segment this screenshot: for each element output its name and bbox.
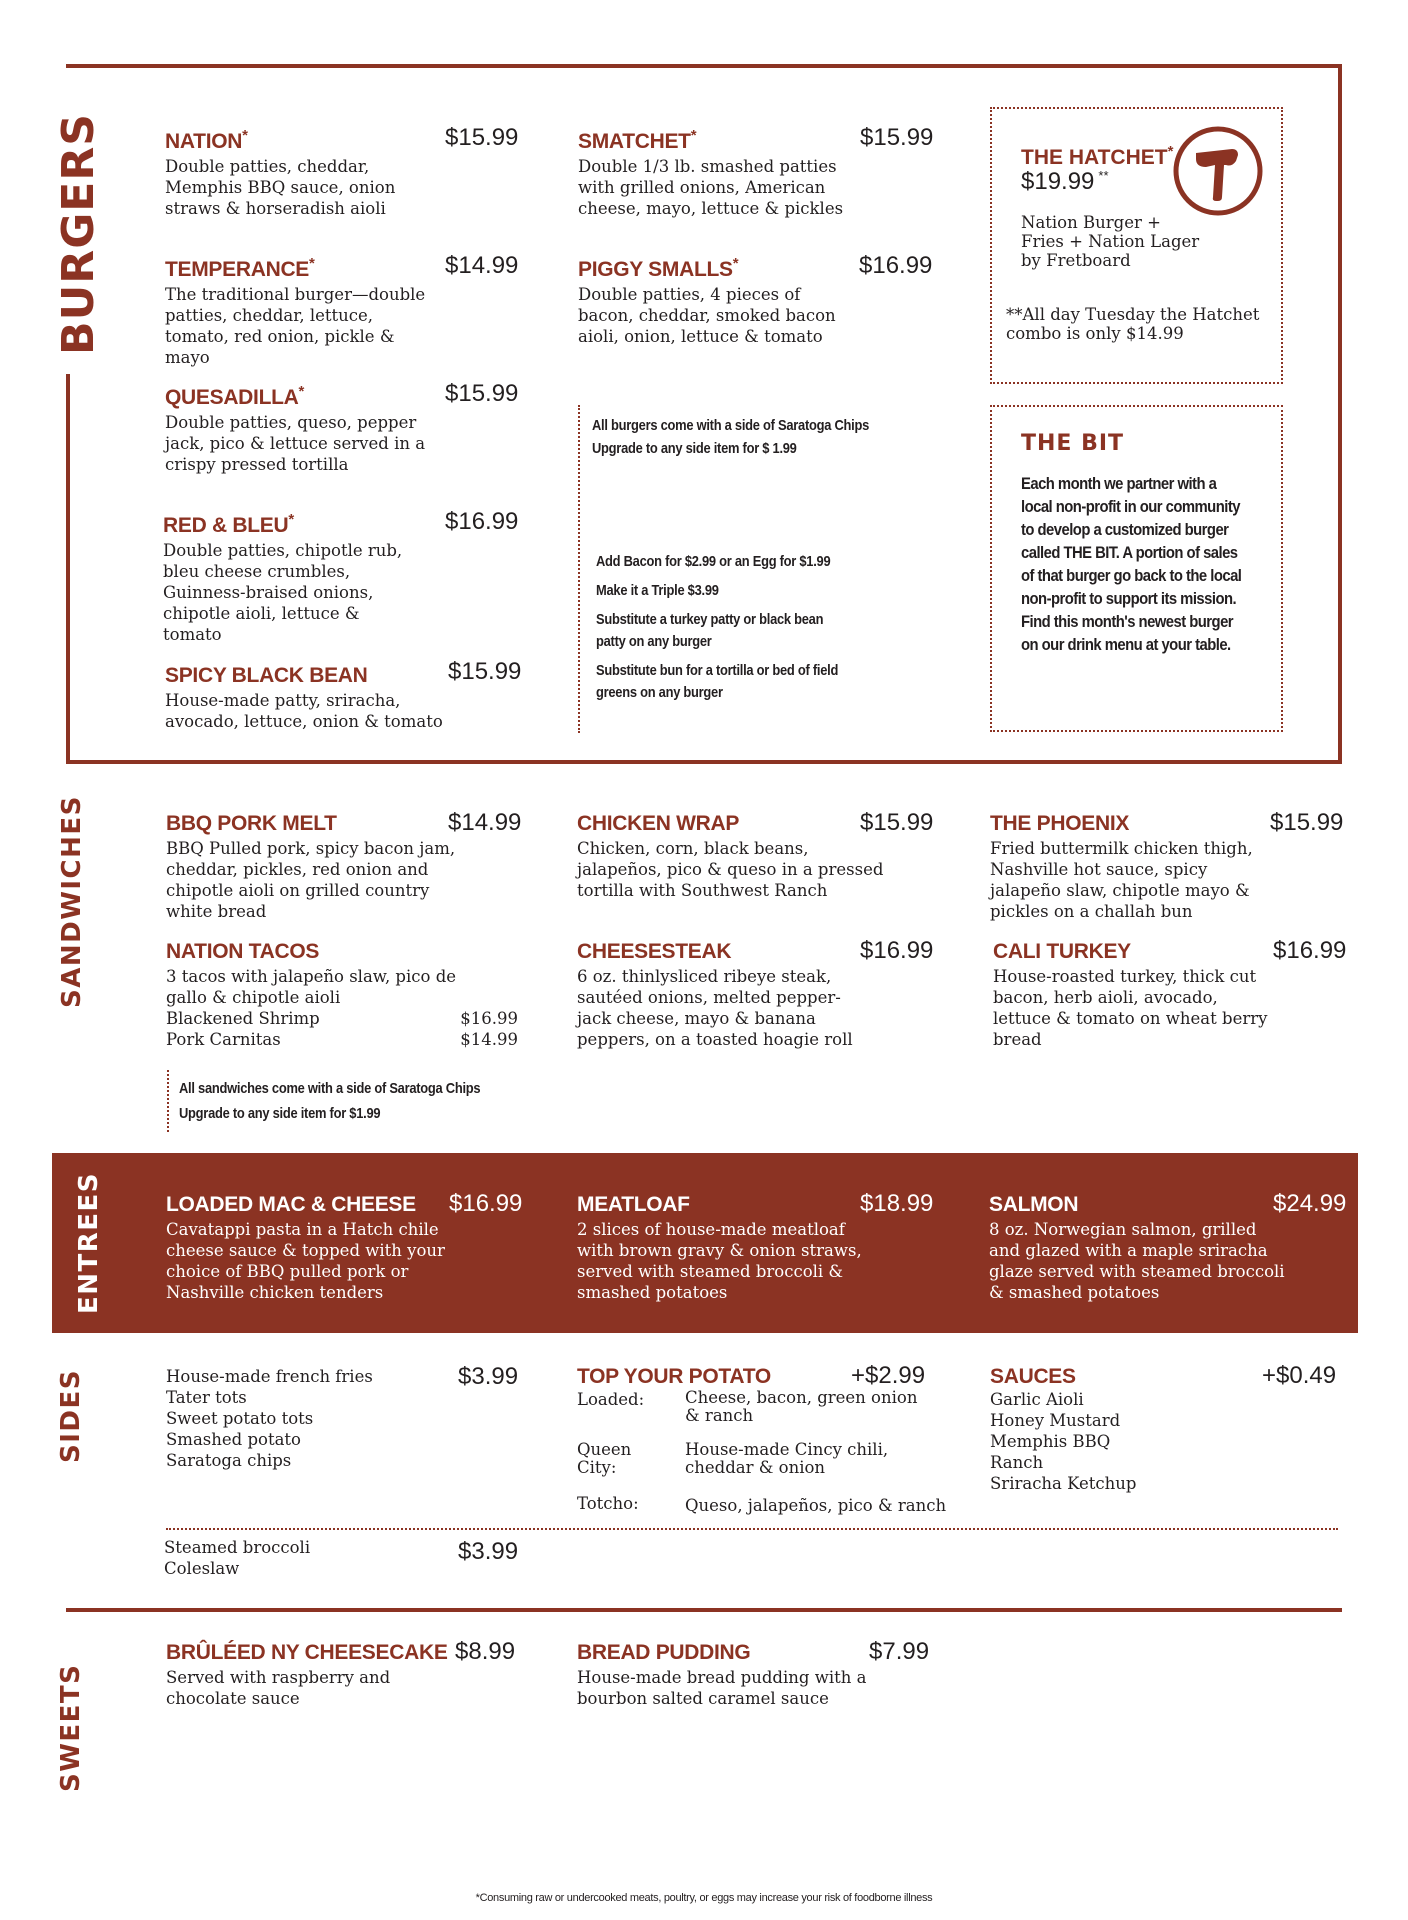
sides-basic: $3.99 House-made french fries Tater tots Sweet potato tots Smashed potato Saratoga chips — [166, 1363, 519, 1470]
burgers-frame-right — [1338, 64, 1342, 764]
hatchet-desc: Nation Burger + Fries + Nation Lager by Fretboard — [1021, 213, 1200, 270]
the-bit-box — [990, 405, 1283, 732]
menu-item-piggy-smalls: PIGGY SMALLS* $16.99 Double patties, 4 pieces of bacon, cheddar, smoked bacon aioli, onion, lettuce & tomato — [578, 252, 933, 346]
sandwiches-side-note: All sandwiches come with a side of Saratoga Chips Upgrade to any side item for $1.99 — [179, 1080, 481, 1122]
menu-item-bbq-pork-melt: BBQ PORK MELT $14.99 BBQ Pulled pork, spicy bacon jam, cheddar, pickles, red onion and chipotle aioli on grilled country white bread — [166, 809, 522, 921]
item-price: $3.99 — [458, 1538, 519, 1565]
item-price: $18.99 — [860, 1190, 934, 1217]
item-price: $16.99 — [1273, 937, 1347, 964]
hatchet-icon — [1172, 125, 1264, 217]
section-label-sweets: SWEETS — [56, 1663, 86, 1792]
item-price: $15.99 — [1270, 809, 1344, 836]
menu-item-the-phoenix: THE PHOENIX $15.99 Fried buttermilk chicken thigh, Nashville hot sauce, spicy jalapeño slaw, chipotle mayo & pickles on a challah bun — [990, 809, 1344, 921]
menu-item-red-and-bleu: RED & BLEU* $16.99 Double patties, chipotle rub, bleu cheese crumbles, Guinness-braised onions, chipotle aioli, lettuce & tomato — [163, 508, 519, 644]
menu-item-chicken-wrap: CHICKEN WRAP $15.99 Chicken, corn, black beans, jalapeños, pico & queso in a pressed tortilla with Southwest Ranch — [577, 809, 934, 900]
hatchet-box — [990, 107, 1283, 384]
item-price: $16.99 — [860, 937, 934, 964]
section-label-entrees: ENTREES — [74, 1171, 104, 1315]
menu-item-sauces: SAUCES +$0.49 Garlic Aioli Honey Mustard Memphis BBQ Ranch Sriracha Ketchup — [990, 1362, 1337, 1493]
item-price: $8.99 — [455, 1638, 516, 1665]
menu-item-bruleed-ny-cheesecake: BRÛLÉED NY CHEESECAKE $8.99 Served with raspberry and chocolate sauce — [166, 1638, 516, 1708]
item-price: $7.99 — [869, 1638, 930, 1665]
item-price: $15.99 — [448, 658, 522, 685]
menu-item-top-your-potato: TOP YOUR POTATO +$2.99 Loaded: Cheese, bacon, green onion & ranch Queen City: House-made Cincy chili, cheddar & onion Totcho: Queso, jalapeños, pico & ranch — [577, 1362, 947, 1515]
the-bit-desc: Each month we partner with a local non-profit in our community to develop a customized burger called THE BIT. A portion of sales of that burger go back to the local non-profit to support its mission. Find this month's newest burger on our drink menu at your table. — [1021, 475, 1242, 654]
burgers-frame-top — [66, 64, 1342, 68]
hatchet-title: THE HATCHET* — [1021, 143, 1174, 169]
menu-item-spicy-black-bean: SPICY BLACK BEAN $15.99 House-made patty, sriracha, avocado, lettuce, onion & tomato — [165, 658, 522, 731]
burgers-frame-left — [66, 374, 70, 764]
the-bit-title: THE BIT — [1021, 431, 1125, 456]
sweets-divider — [66, 1608, 1342, 1612]
item-price: $3.99 — [458, 1363, 519, 1390]
item-price: $16.99 — [859, 252, 933, 279]
item-price: $15.99 — [860, 124, 934, 151]
burgers-notes-divider — [578, 405, 580, 733]
taco-option: Blackened Shrimp $16.99 — [166, 1009, 518, 1028]
menu-item-smatchet: SMATCHET* $15.99 Double 1/3 lb. smashed patties with grilled onions, American cheese, mayo, lettuce & pickles — [578, 124, 934, 218]
sides-extra: $3.99 Steamed broccoli Coleslaw — [164, 1538, 519, 1578]
menu-item-meatloaf: MEATLOAF $18.99 2 slices of house-made meatloaf with brown gravy & onion straws, served with steamed broccoli & smashed potatoes — [577, 1190, 934, 1302]
item-price: +$2.99 — [851, 1362, 926, 1389]
item-price: $16.99 — [445, 508, 519, 535]
burgers-frame-bottom — [66, 760, 1342, 764]
section-label-sandwiches: SANDWICHES — [57, 795, 87, 1008]
hatchet-note: **All day Tuesday the Hatchet combo is only $14.99 — [1006, 305, 1260, 343]
item-price: $14.99 — [445, 252, 519, 279]
menu-item-quesadilla: QUESADILLA* $15.99 Double patties, queso, pepper jack, pico & lettuce served in a crispy pressed tortilla — [165, 380, 519, 474]
menu-item-cheesesteak: CHEESESTEAK $16.99 6 oz. thinlysliced ribeye steak, sautéed onions, melted pepper-jack cheese, mayo & banana peppers, on a toasted hoagie roll — [577, 937, 934, 1049]
section-label-sides: SIDES — [56, 1369, 86, 1463]
menu-item-loaded-mac-and-cheese: LOADED MAC & CHEESE $16.99 Cavatappi pasta in a Hatch chile cheese sauce & topped with your choice of BBQ pulled pork or Nashville chicken tenders — [166, 1190, 523, 1302]
footer-disclaimer: *Consuming raw or undercooked meats, poultry, or eggs may increase your risk of foodborne illness — [475, 1892, 933, 1904]
section-label-burgers: BURGERS — [53, 113, 104, 355]
menu-item-salmon: SALMON $24.99 8 oz. Norwegian salmon, grilled and glazed with a maple sriracha glaze served with steamed broccoli & smashed potatoes — [989, 1190, 1347, 1302]
item-price: $15.99 — [445, 124, 519, 151]
sides-divider — [166, 1528, 1338, 1530]
item-price: +$0.49 — [1262, 1362, 1337, 1389]
item-price: $24.99 — [1273, 1190, 1347, 1217]
item-price: $15.99 — [860, 809, 934, 836]
menu-item-nation-tacos: NATION TACOS 3 tacos with jalapeño slaw, pico de gallo & chipotle aioli Blackened Shrimp $16.99 Pork Carnitas $14.99 — [166, 940, 518, 1049]
menu-item-temperance: TEMPERANCE* $14.99 The traditional burger—double patties, cheddar, lettuce, tomato, red onion, pickle & mayo — [165, 252, 519, 367]
hatchet-price: $19.99 ** — [1021, 168, 1109, 195]
menu-item-nation: NATION* $15.99 Double patties, cheddar, Memphis BBQ sauce, onion straws & horseradish aioli — [165, 124, 519, 218]
sandwiches-note-divider — [167, 1070, 169, 1132]
menu-item-cali-turkey: CALI TURKEY $16.99 House-roasted turkey, thick cut bacon, herb aioli, avocado, lettuce & tomato on wheat berry bread — [993, 937, 1347, 1049]
burgers-side-note: All burgers come with a side of Saratoga Chips Upgrade to any side item for $ 1.99 — [592, 417, 870, 457]
burgers-addons-note: Add Bacon for $2.99 or an Egg for $1.99 Make it a Triple $3.99 Substitute a turkey patty or black bean patty on any burger Substitute bun for a tortilla or bed of field greens on any burger — [596, 553, 839, 701]
item-price: $14.99 — [448, 809, 522, 836]
entrees-band — [52, 1153, 1358, 1333]
item-price: $15.99 — [445, 380, 519, 407]
item-price: $16.99 — [449, 1190, 523, 1217]
taco-option: Pork Carnitas $14.99 — [166, 1030, 518, 1049]
menu-item-bread-pudding: BREAD PUDDING $7.99 House-made bread pudding with a bourbon salted caramel sauce — [577, 1638, 930, 1708]
